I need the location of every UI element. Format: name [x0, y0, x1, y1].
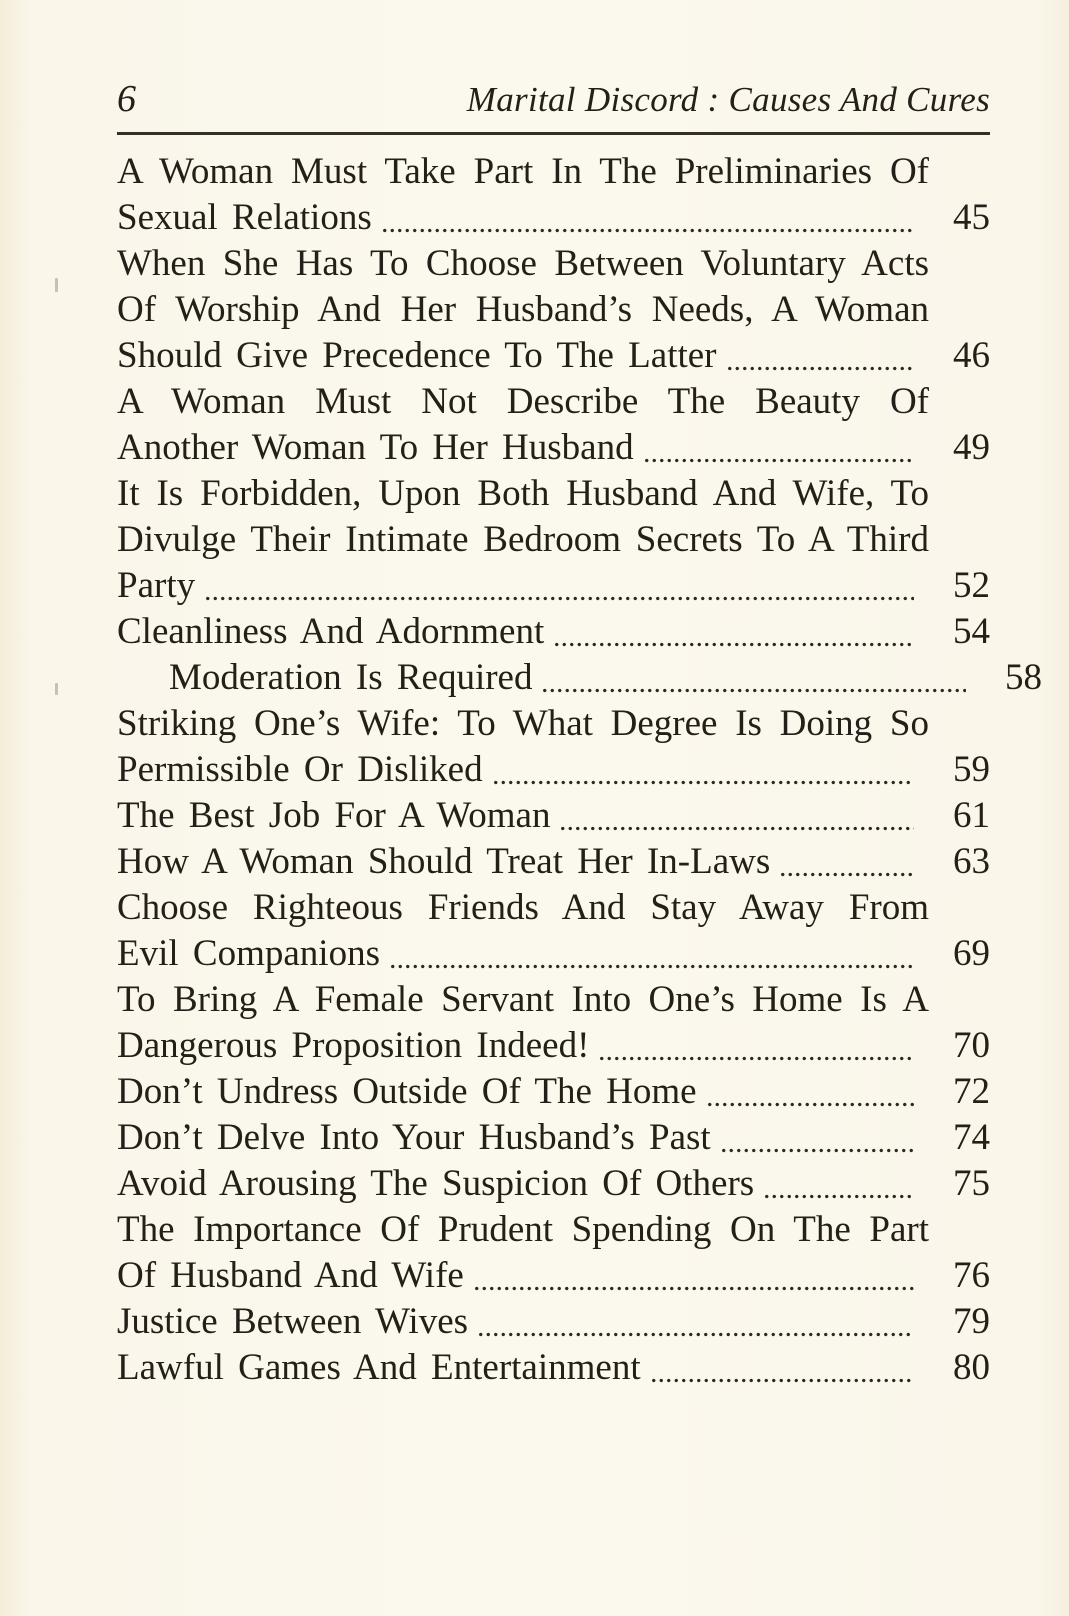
dot-leader — [553, 609, 914, 655]
toc-entry-page-number: 70 — [953, 1025, 990, 1066]
header-book-title: Marital Discord : Causes And Cures — [466, 80, 990, 119]
toc-entry-final-line — [117, 747, 990, 793]
toc-entry — [117, 1069, 990, 1115]
toc-entry-line: The Importance Of Prudent Spending On The Part — [117, 1209, 929, 1250]
toc-entry-line: When She Has To Choose Between Voluntary Acts — [117, 243, 929, 284]
toc-entry-line: It Is Forbidden, Upon Both Husband And Wife, To — [117, 473, 929, 514]
toc-entry-final-line — [117, 1345, 990, 1391]
toc-entry-line: Divulge Their Intimate Bedroom Secrets To A Third — [117, 519, 929, 560]
toc-entry — [117, 977, 990, 1069]
toc-entry-final-line — [117, 1161, 990, 1207]
dot-leader — [779, 839, 914, 885]
dot-leader — [492, 747, 914, 793]
toc-entry-page-number: 61 — [953, 795, 990, 836]
dot-leader — [726, 333, 915, 379]
dot-leader — [763, 1161, 914, 1207]
toc-entry-title: Party — [117, 565, 196, 606]
header-page-number: 6 — [117, 78, 136, 120]
toc-entry — [117, 1207, 990, 1299]
scan-artifact — [55, 683, 58, 695]
toc-entry-page-number: 72 — [953, 1071, 990, 1112]
toc-entry-final-line — [117, 425, 990, 471]
dot-leader — [650, 1345, 914, 1391]
dot-leader — [643, 425, 914, 471]
toc-entry-final-line — [117, 563, 990, 609]
toc-entry — [117, 471, 990, 609]
dot-leader — [477, 1299, 914, 1345]
toc-entry-final-line — [117, 1069, 990, 1115]
toc-entry-title: Sexual Relations — [117, 197, 372, 238]
toc-entry — [117, 149, 990, 241]
toc-entry-final-line — [117, 655, 1042, 701]
toc-entry-title: Cleanliness And Adornment — [117, 611, 545, 652]
dot-leader — [720, 1115, 914, 1161]
toc-entry-line: Choose Righteous Friends And Stay Away From — [117, 887, 929, 928]
toc-entry-page-number: 79 — [953, 1301, 990, 1342]
toc-entry-final-line — [117, 1023, 990, 1069]
toc-entry-final-line — [117, 1115, 990, 1161]
toc-entry-line: To Bring A Female Servant Into One’s Home Is A — [117, 979, 929, 1020]
toc-entry — [117, 1345, 990, 1391]
toc-entry-final-line — [117, 1299, 990, 1345]
toc-entry-page-number: 63 — [953, 841, 990, 882]
toc-entry-title: Avoid Arousing The Suspicion Of Others — [117, 1163, 755, 1204]
toc-entry-page-number: 58 — [1005, 657, 1042, 698]
toc-entry-title: Of Husband And Wife — [117, 1255, 464, 1296]
toc-entry-line: A Woman Must Take Part In The Preliminaries Of — [117, 151, 929, 192]
toc-entry-title: Don’t Delve Into Your Husband’s Past — [117, 1117, 711, 1158]
toc-entry — [117, 1161, 990, 1207]
dot-leader — [473, 1253, 914, 1299]
toc-entry-final-line — [117, 931, 990, 977]
toc-entry-page-number: 46 — [953, 335, 990, 376]
toc-entry-title: Lawful Games And Entertainment — [117, 1347, 641, 1388]
toc-entry-page-number: 75 — [953, 1163, 990, 1204]
toc-entry — [117, 379, 990, 471]
toc-entry-final-line — [117, 793, 990, 839]
toc-entry-final-line — [117, 333, 990, 379]
toc-entry-page-number: 54 — [953, 611, 990, 652]
dot-leader — [541, 655, 966, 701]
toc-entry-final-line — [117, 609, 990, 655]
toc-entry-title: Justice Between Wives — [117, 1301, 469, 1342]
toc-list — [117, 149, 1042, 1391]
toc-entry-final-line — [117, 195, 990, 241]
toc-entry-title: Permissible Or Disliked — [117, 749, 483, 790]
toc-entry — [117, 701, 990, 793]
toc-entry-final-line — [117, 1253, 990, 1299]
toc-entry-title: The Best Job For A Woman — [117, 795, 551, 836]
toc-entry — [117, 609, 990, 655]
toc-entry-page-number: 59 — [953, 749, 990, 790]
toc-entry — [117, 885, 990, 977]
toc-entry-page-number: 76 — [953, 1255, 990, 1296]
toc-entry-title: Don’t Undress Outside Of The Home — [117, 1071, 697, 1112]
dot-leader — [204, 563, 914, 609]
dot-leader — [559, 793, 914, 839]
toc-entry-title: Dangerous Proposition Indeed! — [117, 1025, 590, 1066]
toc-entry-title: Another Woman To Her Husband — [117, 427, 634, 468]
dot-leader — [706, 1069, 914, 1115]
dot-leader — [598, 1023, 914, 1069]
toc-entry-title: Moderation Is Required — [169, 657, 533, 698]
page-header — [117, 78, 990, 135]
toc-entry — [117, 1299, 990, 1345]
toc-entry — [117, 1115, 990, 1161]
toc-entry — [117, 241, 990, 379]
toc-entry-title: Evil Companions — [117, 933, 380, 974]
toc-entry — [117, 839, 990, 885]
scan-artifact — [55, 278, 58, 292]
dot-leader — [389, 931, 914, 977]
toc-entry-page-number: 52 — [953, 565, 990, 606]
toc-entry-page-number: 74 — [953, 1117, 990, 1158]
toc-entry-line: A Woman Must Not Describe The Beauty Of — [117, 381, 929, 422]
toc-entry — [117, 793, 990, 839]
toc-entry-final-line — [117, 839, 990, 885]
page-content — [117, 78, 1042, 1391]
toc-entry-title: Should Give Precedence To The Latter — [117, 335, 717, 376]
toc-entry-title: How A Woman Should Treat Her In-Laws — [117, 841, 771, 882]
toc-entry-page-number: 45 — [953, 197, 990, 238]
toc-entry-line: Of Worship And Her Husband’s Needs, A Woman — [117, 289, 929, 330]
toc-entry-page-number: 69 — [953, 933, 990, 974]
toc-entry-line: Striking One’s Wife: To What Degree Is Doing So — [117, 703, 929, 744]
toc-entry — [117, 655, 1042, 701]
dot-leader — [381, 195, 914, 241]
toc-entry-page-number: 49 — [953, 427, 990, 468]
toc-entry-page-number: 80 — [953, 1347, 990, 1388]
